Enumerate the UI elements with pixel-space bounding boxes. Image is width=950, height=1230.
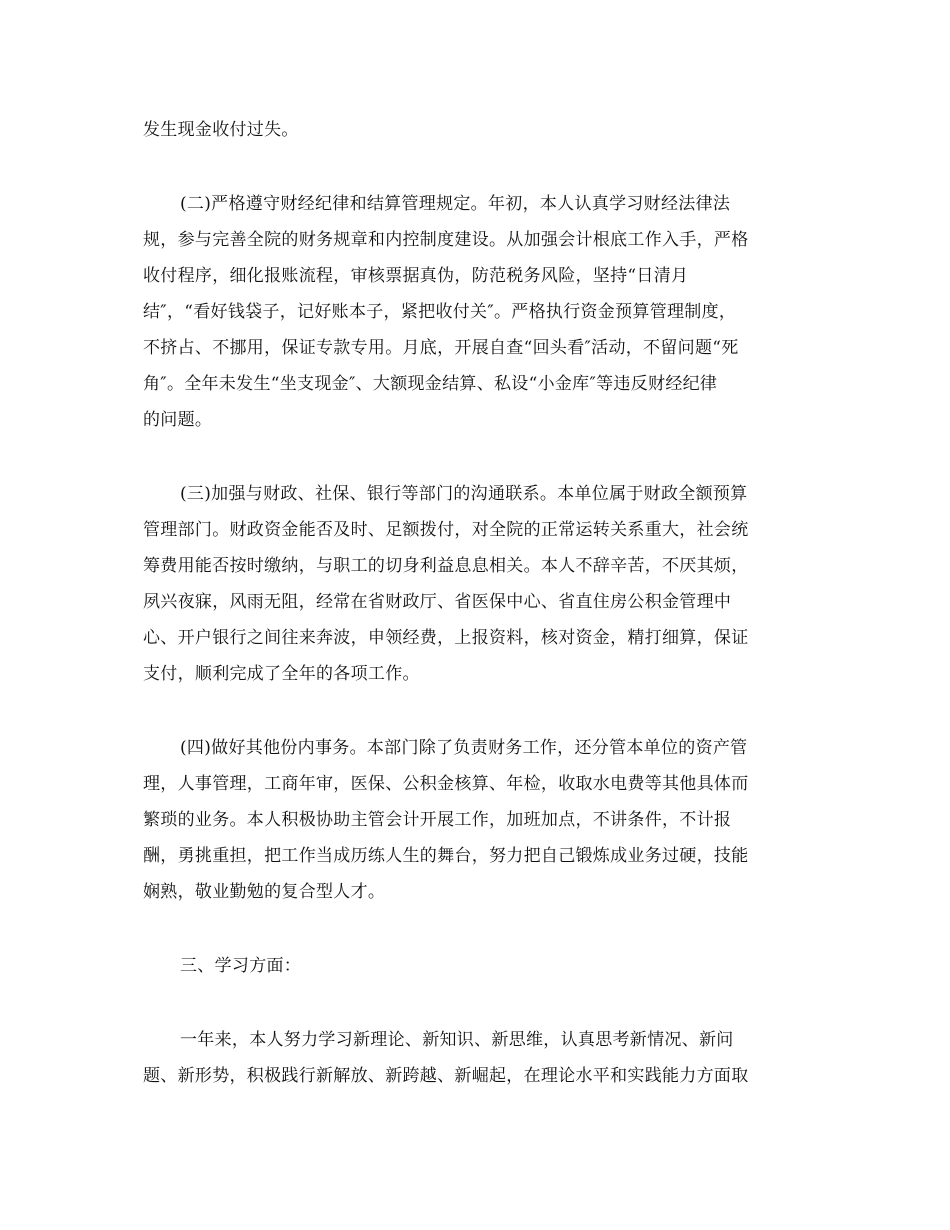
text-line: 的问题。 — [143, 410, 213, 430]
text-line: 角″。全年未发生“坐支现金″、大额现金结算、私设“小金库″等违反财经纪律 — [143, 374, 718, 394]
text-line: 娴熟，敬业勤勉的复合型人才。 — [143, 882, 386, 902]
text-line: 规，参与完善全院的财务规章和内控制度建设。从加强会计根底工作入手，严格 — [143, 230, 749, 250]
text-line: 心、开户银行之间往来奔波，申领经费，上报资料，核对资金，精打细算，保证 — [143, 628, 749, 648]
text-line: 发生现金收付过失。 — [143, 120, 299, 140]
text-line: 结″，“看好钱袋子，记好账本子，紧把收付关″。严格执行资金预算管理制度， — [143, 302, 737, 322]
paragraph-first-line: (三)加强与财政、社保、银行等部门的沟通联系。本单位属于财政全额预算 — [180, 484, 748, 504]
text-line: 理，人事管理，工商年审，医保、公积金核算、年检，收取水电费等其他具体而 — [143, 774, 749, 794]
section-heading: 三、学习方面： — [180, 956, 302, 976]
text-line: 收付程序，细化报账流程，审核票据真伪，防范税务风险，坚持“日清月 — [143, 266, 689, 286]
text-line: 酬，勇挑重担，把工作当成历练人生的舞台，努力把自己锻炼成业务过硬，技能 — [143, 846, 749, 866]
text-line: 夙兴夜寐，风雨无阻，经常在省财政厅、省医保中心、省直住房公积金管理中 — [143, 592, 732, 612]
paragraph-first-line: (二)严格遵守财经纪律和结算管理规定。年初，本人认真学习财经法律法 — [180, 194, 731, 214]
paragraph-first-line: 一年来，本人努力学习新理论、新知识、新思维，认真思考新情况、新问 — [180, 1030, 734, 1050]
text-line: 管理部门。财政资金能否及时、足额拨付，对全院的正常运转关系重大，社会统 — [143, 520, 749, 540]
text-line: 支付，顺利完成了全年的各项工作。 — [143, 664, 420, 684]
text-line: 题、新形势，积极践行新解放、新跨越、新崛起，在理论水平和实践能力方面取 — [143, 1066, 749, 1086]
text-line: 繁琐的业务。本人积极协助主管会计开展工作，加班加点，不讲条件，不计报 — [143, 810, 732, 830]
text-line: 筹费用能否按时缴纳，与职工的切身利益息息相关。本人不辞辛苦，不厌其烦， — [143, 556, 749, 576]
paragraph-first-line: (四)做好其他份内事务。本部门除了负责财务工作，还分管本单位的资产管 — [180, 738, 748, 758]
text-line: 不挤占、不挪用，保证专款专用。月底，开展自查“回头看″活动，不留问题“死 — [143, 338, 739, 358]
